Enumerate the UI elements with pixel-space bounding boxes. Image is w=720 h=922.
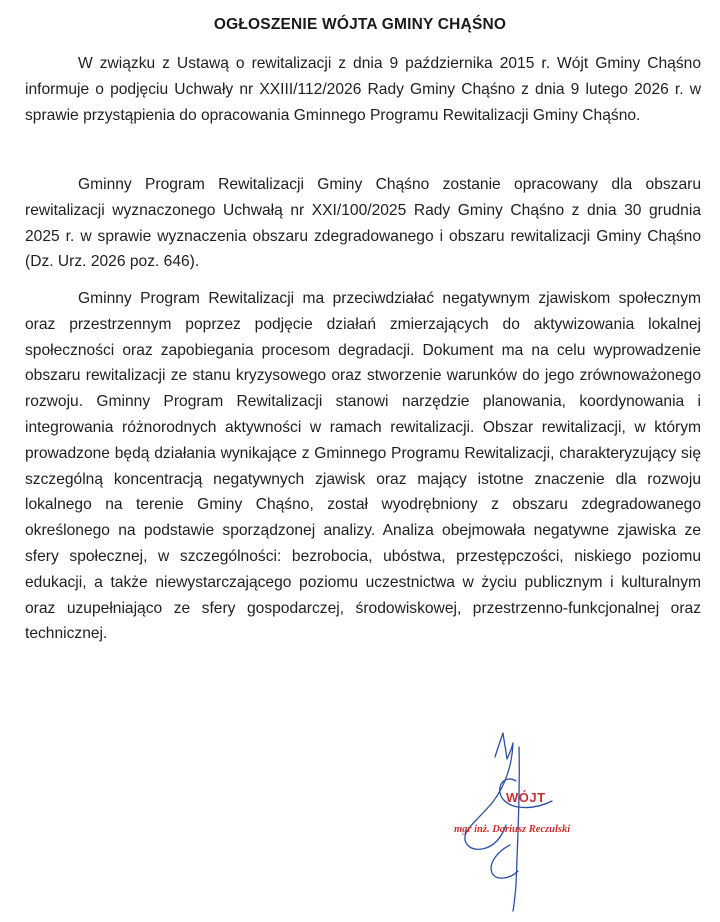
paragraph-program-goals: Gminny Program Rewitalizacji ma przeciwdziałać negatywnym zjawiskom społecznym oraz przestrzennym poprzez podjęcie działań zmierzających do aktywizowania lokalnej społeczności oraz zapobiegania procesom degradacji. Dokument ma na celu wyprowadzenie obszaru rewitalizacji ze stanu kryzysowego oraz stworzenie warunków do jego zrównoważonego rozwoju. Gminny Program Rewitalizacji stanowi narzędzie planowania, koordynowania i integrowania różnorodnych aktywności w ramach rewitalizacji. Obszar rewitalizacji, w którym prowadzone będą działania wynikające z Gminnego Programu Rewitalizacji, charakteryzujący się szczególną koncentracją negatywnych zjawisk oraz mający istotne znaczenie dla rozwoju lokalnego na terenie Gminy Chąśno, został wyodrębniony z obszaru zdegradowanego określonego na podstawie sporządzonej analizy. Analiza obejmowała negatywne zjawiska ze sfery społecznej, w szczególności: bezrobocia, ubóstwa, przestępczości, niskiego poziomu edukacji, a także niewystarczającego poziomu uczestnictwa w życiu publicznym i kulturalnym oraz uzupełniająco ze sfery gospodarczej, środowiskowej, przestrzenno-funkcjonalnej oraz technicznej. (25, 290, 701, 643)
paragraph-announcement: W związku z Ustawą o rewitalizacji z dnia 9 października 2015 r. Wójt Gminy Chąśno informuje o podjęciu Uchwały nr XXIII/112/2026 Rady Gminy Chąśno z dnia 9 lutego 2026 r. w sprawie przystąpienia do opracowania Gminnego Programu Rewitalizacji Gminy Chąśno. (25, 55, 701, 124)
stamp-name: mgr inż. Dariusz Reczulski (454, 824, 571, 835)
paragraph-program-area: Gminny Program Rewitalizacji Gminy Chąśno zostanie opracowany dla obszaru rewitalizacji wyznaczonego Uchwałą nr XXI/100/2025 Rady Gminy Chąśno z dnia 30 grudnia 2025 r. w sprawie wyznaczenia obszaru zdegradowanego i obszaru rewitalizacji Gminy Chąśno (Dz. Urz. 2026 poz. 646). (25, 176, 701, 271)
document-title: OGŁOSZENIE WÓJTA GMINY CHĄŚNO (213, 16, 507, 33)
signature-block (440, 725, 640, 915)
stamp-title: WÓJT (506, 790, 546, 805)
handwritten-signature (440, 725, 640, 915)
